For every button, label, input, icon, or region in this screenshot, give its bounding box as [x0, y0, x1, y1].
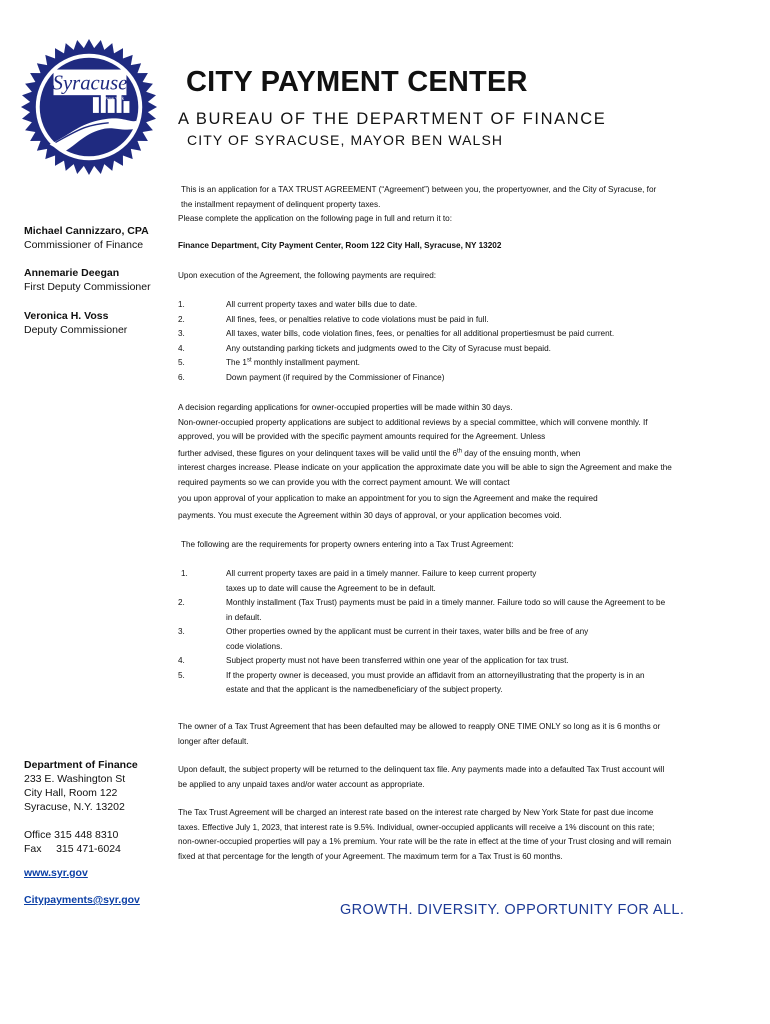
page-title: CITY PAYMENT CENTER — [186, 66, 528, 98]
payments-list — [178, 298, 678, 385]
staff-commissioner — [24, 224, 149, 252]
staff-first-deputy — [24, 266, 151, 294]
list-item: 4. Subject property must not have been transferred within one year of the application for tax trust. — [178, 656, 569, 665]
staff-title: Commissioner of Finance — [24, 239, 144, 251]
contact-phones — [24, 828, 121, 856]
list-item: 6. Down payment (if required by the Commissioner of Finance) — [178, 372, 445, 382]
list-item: 5. If the property owner is deceased, you must provide an affidavit from an attorneyillustrating that the property is in an estate and that the applicant is the namedbeneficiary of the subject property. — [178, 670, 645, 694]
seal-wordmark: Syracuse — [52, 72, 128, 95]
website-link[interactable]: www.syr.gov — [24, 867, 88, 879]
intro-text: This is an application for a TAX TRUST AGREEMENT (“Agreement”) between you, the propertyowner, and the City of Syracuse, for the installment repayment of delinquent property taxes. — [181, 185, 657, 209]
reapply-note: The owner of a Tax Trust Agreement that has been defaulted may be allowed to reapply ONE TIME ONLY so long as it is 6 months or longer after default. — [178, 722, 661, 746]
contact-block — [24, 758, 138, 814]
list-item: 3. All taxes, water bills, code violation fines, fees, or penalties for all additional propertiesmust be paid current. — [178, 329, 615, 338]
list-item: 4. Any outstanding parking tickets and judgments owed to the City of Syracuse must bepaid. — [178, 343, 551, 353]
contact-building: City Hall, Room 122 — [24, 787, 118, 799]
contact-department: Department of Finance — [24, 759, 138, 771]
city-mayor-line: CITY OF SYRACUSE, MAYOR BEN WALSH — [187, 132, 504, 148]
staff-title: First Deputy Commissioner — [24, 281, 151, 293]
city-slogan: GROWTH. DIVERSITY. OPPORTUNITY FOR ALL. — [340, 902, 685, 918]
staff-name: Annemarie Deegan — [24, 267, 120, 279]
website-link-wrap — [24, 866, 88, 880]
requirements-intro: The following are the requirements for property owners entering into a Tax Trust Agreement: — [181, 540, 514, 549]
list-item: 2. All fines, fees, or penalties relative to code violations must be paid in full. — [178, 314, 489, 324]
contact-street: 233 E. Washington St — [24, 773, 126, 785]
return-address: Finance Department, City Payment Center, Room 122 City Hall, Syracuse, NY 13202 — [178, 241, 502, 250]
default-note: Upon default, the subject property will be returned to the delinquent tax file. Any payments made into a defaulted Tax Trust account will be applied to any unpaid taxes and/or water account as appropriate. — [178, 765, 665, 789]
contact-city: Syracuse, N.Y. 13202 — [24, 801, 125, 813]
email-link[interactable]: Citypayments@syr.gov — [24, 894, 140, 906]
city-seal-logo — [20, 38, 158, 176]
bureau-subtitle: A BUREAU OF THE DEPARTMENT OF FINANCE — [178, 110, 607, 128]
list-item: 5. The 1st monthly installment payment. — [178, 357, 360, 367]
contact-office-phone: Office 315 448 8310 — [24, 829, 119, 841]
staff-name: Veronica H. Voss — [24, 310, 109, 322]
seal-state-text: New York — [105, 96, 124, 102]
list-item: 1. All current property taxes are paid in a timely manner. Failure to keep current property taxes up to date will cause the Agreement to be in default. — [181, 569, 537, 593]
staff-title: Deputy Commissioner — [24, 324, 128, 336]
contact-fax: Fax 315 471-6024 — [24, 843, 121, 855]
staff-name: Michael Cannizzaro, CPA — [24, 225, 149, 237]
list-item: 1. All current property taxes and water bills due to date. — [178, 300, 418, 309]
list-item: 3. Other properties owned by the applicant must be current in their taxes, water bills and be free of any code violations. — [178, 627, 589, 651]
email-link-wrap — [24, 893, 140, 907]
decision-paragraph: A decision regarding applications for owner-occupied properties will be made within 30 days. Non-owner-occupied property applications are subject to additional reviews by a special committee, which will convene monthly. If approved, you will be provided with the specific payment amounts required for the Agreement. Unless further advised, these figures on your delinquent taxes will be valid until the 6th day of the ensuing month, when interest charges increase. Please indicate on your application the approximate date you will be able to sign the Agreement and make the required payments so we can provide you with the correct payment amount. We will contact you upon approval of your application to make an appointment for you to sign the Agreement and make the required payments. You must execute the Agreement within 30 days of approval, or your application becomes void. — [178, 403, 672, 520]
interest-note: The Tax Trust Agreement will be charged an interest rate based on the interest rate charged by New York State for past due income taxes. Effective July 1, 2023, that interest rate is 9.5%. Individual, owner-occupied applicants will receive a 1% discount on this rate; non-owner-occupied properties will pay a 1% premium. Your rate will be the rate in effect at the time of your Trust closing and will remain fixed at that percentage for the length of your Agreement. The maximum term for a Tax Trust is 60 months. — [178, 808, 672, 861]
list-item: 2. Monthly installment (Tax Trust) payments must be paid in a timely manner. Failure todo so will cause the Agreement to be in default. — [178, 598, 666, 622]
return-instruction: Please complete the application on the following page in full and return it to: — [178, 214, 453, 223]
execution-intro: Upon execution of the Agreement, the following payments are required: — [178, 271, 437, 280]
staff-deputy — [24, 309, 127, 337]
requirements-list — [178, 567, 668, 698]
intro-paragraph — [178, 183, 668, 227]
